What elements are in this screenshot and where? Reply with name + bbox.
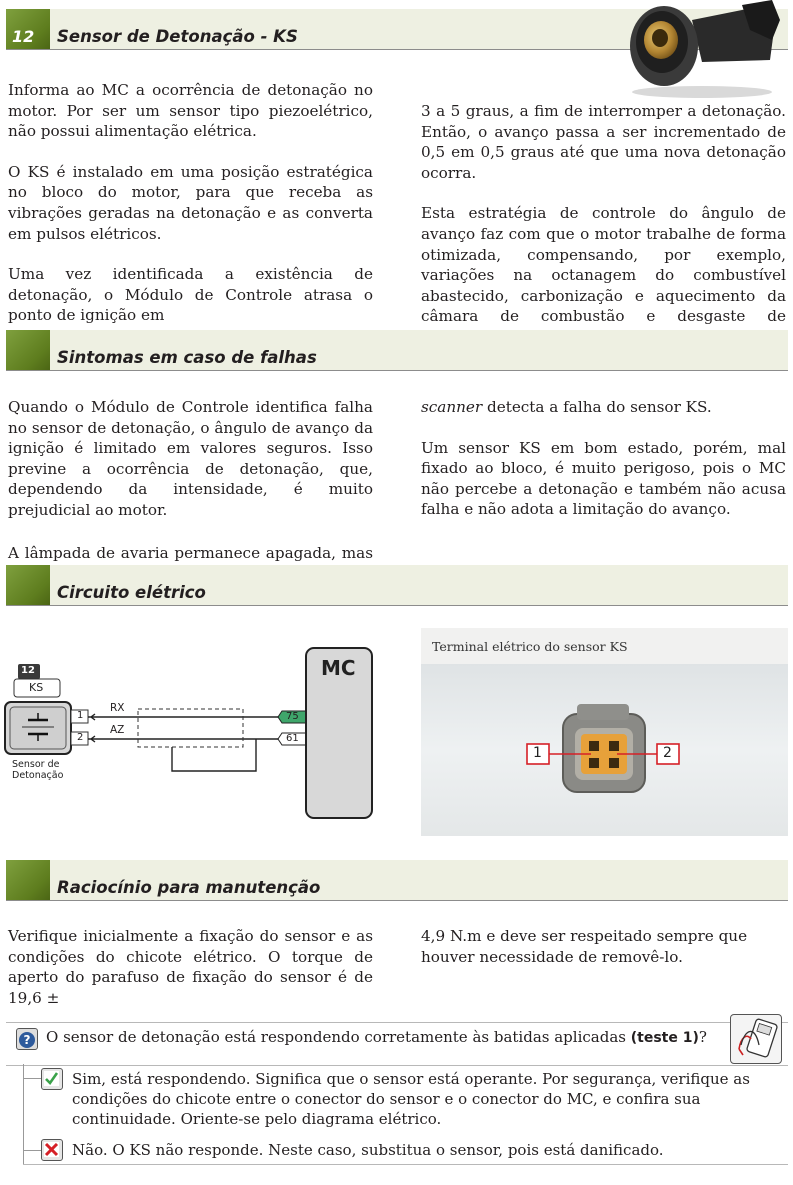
question-text	[46, 1026, 726, 1049]
paragraph: 3 a 5 graus, a fim de interromper a detonação. Então, o avanço passa a ser incrementado de 0,5 em 0,5 graus até que uma nova detonação ocorra.	[421, 102, 786, 182]
wire-rx	[88, 714, 290, 720]
paragraph: A lâmpada de avaria permanece apagada, mas	[8, 543, 373, 562]
photo-label1: 1	[533, 745, 542, 761]
section4-right-column	[421, 926, 786, 985]
terminal-61-label: 61	[286, 733, 299, 744]
section-header-circuit	[6, 565, 788, 606]
paragraph: O KS é instalado em uma posição estratégica no bloco do motor, para que receba as vibrações geradas na detonação e as converta em pulsos elétricos.	[8, 162, 373, 243]
pin2-label: 2	[77, 732, 84, 743]
photo-caption: Terminal elétrico do sensor KS	[432, 639, 628, 654]
section-title: Sensor de Detonação - KS	[57, 27, 298, 46]
decision-block	[6, 1012, 788, 1177]
circuit-diagram	[0, 630, 400, 830]
pin1-label: 1	[77, 710, 84, 721]
mc-label: MC	[321, 656, 356, 680]
sensor-code: KS	[29, 681, 44, 694]
branch-line-no	[23, 1150, 41, 1151]
branch-line	[23, 1064, 24, 1164]
answer-yes: Sim, está respondendo. Significa que o sensor está operante. Por segurança, verifique as condições do chicote entre o conector do sensor e o conector do MC, e confira sua continuidade. Oriente-se pelo diagrama elétrico.	[72, 1070, 750, 1128]
knock-sensor-image	[622, 0, 782, 100]
question-end: ?	[698, 1028, 707, 1046]
sensor-label-1: Sensor de	[12, 759, 60, 770]
section-number: 12	[12, 27, 35, 46]
section-header-symptoms	[6, 330, 788, 371]
multimeter-icon	[730, 1014, 782, 1064]
connector-photo-panel	[421, 628, 788, 836]
paragraph: Um sensor KS em bom estado, porém, mal fixado ao bloco, é muito perigoso, pois o MC não percebe a detonação e também não acusa falha e não adota a limitação do avanço.	[421, 438, 786, 519]
section-title: Sintomas em caso de falhas	[57, 348, 317, 367]
question-icon: ?	[16, 1028, 38, 1050]
paragraph: Esta estratégia de controle do ângulo de avanço faz com que o motor trabalhe de forma otimizada, compensando, por exemplo, variações na octanagem do combustível abastecido, carbonização e aquecimento da câmara de combustão e desgaste de	[421, 204, 786, 326]
x-icon	[41, 1139, 63, 1161]
section1-right-column	[421, 101, 786, 366]
section2-right-column	[421, 397, 786, 538]
shield	[138, 709, 243, 747]
answer-no: Não. O KS não responde. Neste caso, substitua o sensor, pois está danificado.	[72, 1141, 664, 1159]
branch-line-yes	[23, 1078, 41, 1079]
photo-label2: 2	[663, 745, 672, 761]
header-accent	[6, 565, 50, 605]
paragraph: Quando o Módulo de Controle identifica falha no sensor de detonação, o ângulo de avanço da ignição é limitado em valores seguros. Isso previne a ocorrência de detonação, que, dependendo da intensidade, é muito prejudicial ao motor.	[8, 398, 373, 519]
header-accent	[6, 330, 50, 370]
section1-left-column	[8, 80, 373, 344]
wire-rx-label: RX	[110, 702, 125, 714]
section-header-maintenance	[6, 860, 788, 901]
question-main: O sensor de detonação está respondendo corretamente às batidas aplicadas	[46, 1028, 631, 1046]
paragraph: Informa ao MC a ocorrência de detonação no motor. Por ser um sensor tipo piezoelétrico, não possui alimentação elétrica.	[8, 81, 373, 141]
header-accent	[6, 860, 50, 900]
check-icon	[41, 1068, 63, 1090]
paragraph	[421, 397, 786, 418]
scanner-word: scanner	[421, 398, 483, 416]
wire-az	[88, 736, 290, 742]
section-title: Raciocínio para manutenção	[57, 878, 321, 897]
paragraph: Uma vez identificada a existência de detonação, o Módulo de Controle atrasa o ponto de ignição em	[8, 265, 373, 325]
terminal-75-label: 75	[286, 711, 299, 722]
shield-ground	[172, 739, 256, 771]
question-test: (teste 1)	[630, 1030, 699, 1046]
section-title: Circuito elétrico	[57, 583, 206, 602]
connector-photo	[421, 664, 788, 836]
paragraph: 4,9 N.m e deve ser respeitado sempre que houver necessidade de removê-lo.	[421, 927, 748, 966]
answer-bottom-rule	[23, 1164, 788, 1165]
scanner-rest: detecta a falha do sensor KS.	[482, 398, 712, 416]
paragraph: Verifique inicialmente a fixação do sensor e as condições do chicote elétrico. O torque de aperto do parafuso de fixação do sensor é de 19,6 ±	[8, 927, 373, 1007]
sensor-number: 12	[21, 665, 35, 676]
sensor-label-2: Detonação	[12, 770, 64, 781]
wire-az-label: AZ	[110, 724, 125, 736]
